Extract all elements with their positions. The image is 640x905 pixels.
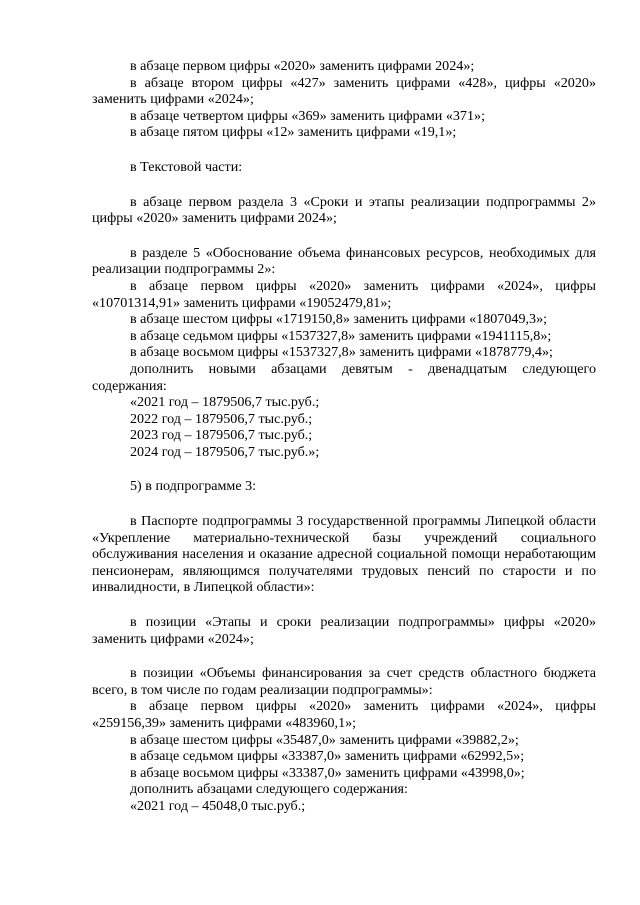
paragraph: в абзаце седьмом цифры «1537327,8» заменить цифрами «1941115,8»; (130, 327, 552, 344)
paragraph: в позиции «Объемы финансирования за счет средств областного бюджета всего, в том числе по годам реализации подпрограммы»: (92, 665, 596, 698)
paragraph: в абзаце четвертом цифры «369» заменить цифрами «371»; (130, 107, 485, 124)
paragraph: в абзаце пятом цифры «12» заменить цифрами «19,1»; (130, 124, 457, 141)
paragraph: в абзаце первом цифры «2020» заменить цифрами «2024», цифры «10701314,91» заменить цифрами «19052479,81»; (92, 277, 596, 311)
paragraph: в абзаце шестом цифры «1719150,8» заменить цифрами «1807049,3»; (130, 311, 548, 328)
paragraph: в разделе 5 «Обоснование объема финансовых ресурсов, необходимых для реализации подпрограммы 2»: (92, 244, 596, 278)
spacer (92, 227, 596, 245)
spacer (92, 176, 596, 194)
paragraph: в абзаце первом цифры «2020» заменить цифрами «2024», цифры «259156,39» заменить цифрами «483960,1»; (92, 698, 596, 731)
paragraph: в абзаце седьмом цифры «33387,0» заменить цифрами «62992,5»; (130, 748, 525, 765)
paragraph: дополнить новыми абзацами девятым - двенадцатым следующего содержания: (92, 360, 596, 394)
spacer (92, 647, 596, 665)
paragraph: в Паспорте подпрограммы 3 государственной программы Липецкой области «Укрепление материально-технической базы учреждений социального обслуживания населения и оказание адресной социальной помощи неработающим пенсионерам, являющимся получателями трудовых пенсий по старости и по инвалидности, в Липецкой области»: (92, 513, 596, 596)
paragraph: дополнить абзацами следующего содержания: (130, 781, 408, 798)
spacer (92, 460, 596, 478)
quote-line: «2021 год – 1879506,7 тыс.руб.; (130, 394, 320, 411)
paragraph: в абзаце шестом цифры «35487,0» заменить цифрами «39882,2»; (130, 731, 519, 748)
spacer (92, 141, 596, 159)
paragraph: в абзаце восьмом цифры «1537327,8» заменить цифрами «1878779,4»; (130, 344, 553, 361)
section-heading: 5) в подпрограмме 3: (130, 478, 257, 495)
quote-line: 2022 год – 1879506,7 тыс.руб.; (130, 410, 313, 427)
paragraph: в абзаце первом раздела 3 «Сроки и этапы реализации подпрограммы 2» цифры «2020» заменить цифрами 2024»; (92, 193, 596, 227)
paragraph: в позиции «Этапы и сроки реализации подпрограммы» цифры «2020» заменить цифрами «2024»; (92, 614, 596, 647)
paragraph: в абзаце втором цифры «427» заменить цифрами «428», цифры «2020» заменить цифрами «2024»; (92, 74, 596, 108)
quote-line: «2021 год – 45048,0 тыс.руб.; (130, 797, 306, 814)
spacer (92, 596, 596, 614)
quote-line: 2024 год – 1879506,7 тыс.руб.»; (130, 443, 320, 460)
spacer (92, 495, 596, 513)
document-page (92, 58, 596, 815)
quote-line: 2023 год – 1879506,7 тыс.руб.; (130, 427, 313, 444)
paragraph: в абзаце первом цифры «2020» заменить цифрами 2024»; (130, 58, 475, 74)
paragraph: в Текстовой части: (130, 158, 243, 175)
paragraph: в абзаце восьмом цифры «33387,0» заменить цифрами «43998,0»; (130, 764, 525, 781)
